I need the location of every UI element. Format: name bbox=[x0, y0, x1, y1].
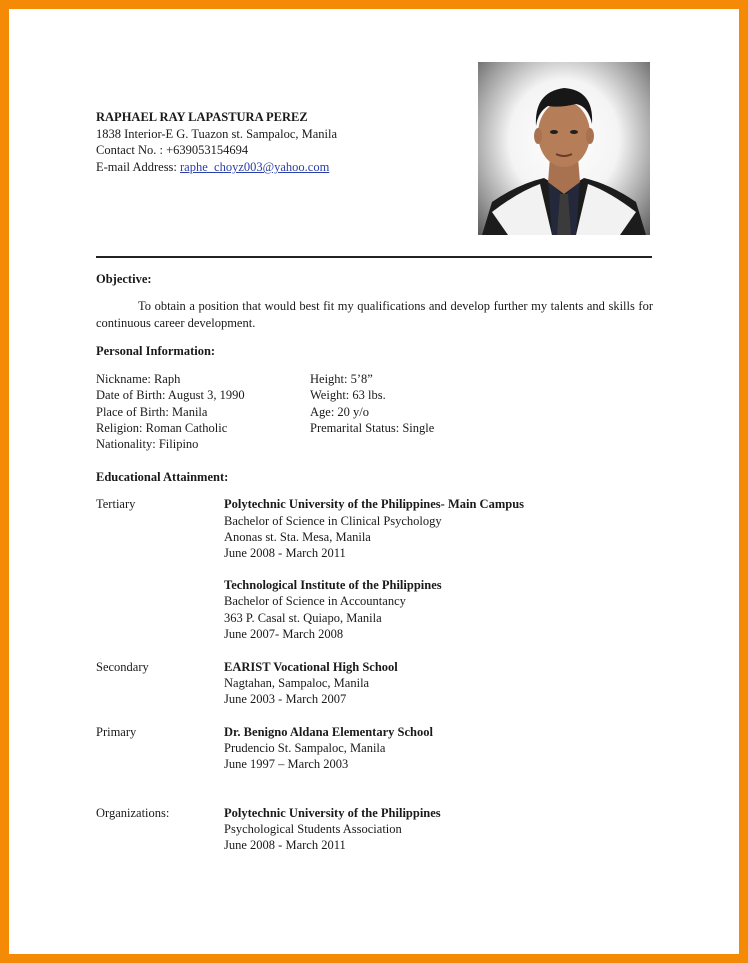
personal-info-heading: Personal Information: bbox=[96, 344, 216, 358]
tertiary-school2-dates: June 2007- March 2008 bbox=[224, 627, 344, 641]
personal-status: Premarital Status: Single bbox=[310, 421, 435, 435]
education-heading: Educational Attainment: bbox=[96, 470, 229, 484]
applicant-name: RAPHAEL RAY LAPASTURA PEREZ bbox=[96, 110, 308, 124]
personal-weight: Weight: 63 lbs. bbox=[310, 388, 386, 402]
header-divider bbox=[96, 256, 652, 258]
tertiary-school2-address: 363 P. Casal st. Quiapo, Manila bbox=[224, 611, 382, 625]
primary-label: Primary bbox=[96, 725, 137, 739]
primary-school-address: Prudencio St. Sampaloc, Manila bbox=[224, 741, 386, 755]
organization-detail: Psychological Students Association bbox=[224, 822, 402, 836]
organization-dates: June 2008 - March 2011 bbox=[224, 838, 346, 852]
portrait-illustration bbox=[478, 62, 650, 235]
tertiary-school1-address: Anonas st. Sta. Mesa, Manila bbox=[224, 530, 371, 544]
tertiary-school2-course: Bachelor of Science in Accountancy bbox=[224, 594, 406, 608]
personal-age: Age: 20 y/o bbox=[310, 405, 370, 419]
primary-school-name: Dr. Benigno Aldana Elementary School bbox=[224, 725, 433, 739]
personal-birthdate: Date of Birth: August 3, 1990 bbox=[96, 388, 245, 402]
tertiary-school2-name: Technological Institute of the Philippines bbox=[224, 578, 442, 592]
secondary-label: Secondary bbox=[96, 660, 149, 674]
personal-nickname: Nickname: Raph bbox=[96, 372, 181, 386]
email-link[interactable]: raphe_choyz003@yahoo.com bbox=[180, 160, 330, 174]
organizations-label: Organizations: bbox=[96, 806, 170, 820]
personal-birthplace: Place of Birth: Manila bbox=[96, 405, 208, 419]
applicant-photo bbox=[478, 62, 650, 235]
objective-text: To obtain a position that would best fit my qualifications and develop further my talents and skills for continuous career development. bbox=[96, 299, 653, 330]
secondary-school-dates: June 2003 - March 2007 bbox=[224, 692, 347, 706]
secondary-school-name: EARIST Vocational High School bbox=[224, 660, 398, 674]
tertiary-label: Tertiary bbox=[96, 497, 136, 511]
personal-nationality: Nationality: Filipino bbox=[96, 437, 199, 451]
email-label: E-mail Address: bbox=[96, 160, 181, 174]
tertiary-school1-dates: June 2008 - March 2011 bbox=[224, 546, 346, 560]
applicant-contact: Contact No. : +639053154694 bbox=[96, 143, 249, 157]
objective-heading: Objective: bbox=[96, 272, 152, 286]
tertiary-school1-name: Polytechnic University of the Philippines- Main Campus bbox=[224, 497, 525, 511]
secondary-school-address: Nagtahan, Sampaloc, Manila bbox=[224, 676, 370, 690]
email-line bbox=[96, 159, 329, 175]
tertiary-school1-course: Bachelor of Science in Clinical Psychology bbox=[224, 514, 442, 528]
applicant-address: 1838 Interior-E G. Tuazon st. Sampaloc, Manila bbox=[96, 127, 338, 141]
personal-height: Height: 5’8” bbox=[310, 372, 373, 386]
organization-name: Polytechnic University of the Philippines bbox=[224, 806, 441, 820]
primary-school-dates: June 1997 – March 2003 bbox=[224, 757, 349, 771]
personal-religion: Religion: Roman Catholic bbox=[96, 421, 228, 435]
